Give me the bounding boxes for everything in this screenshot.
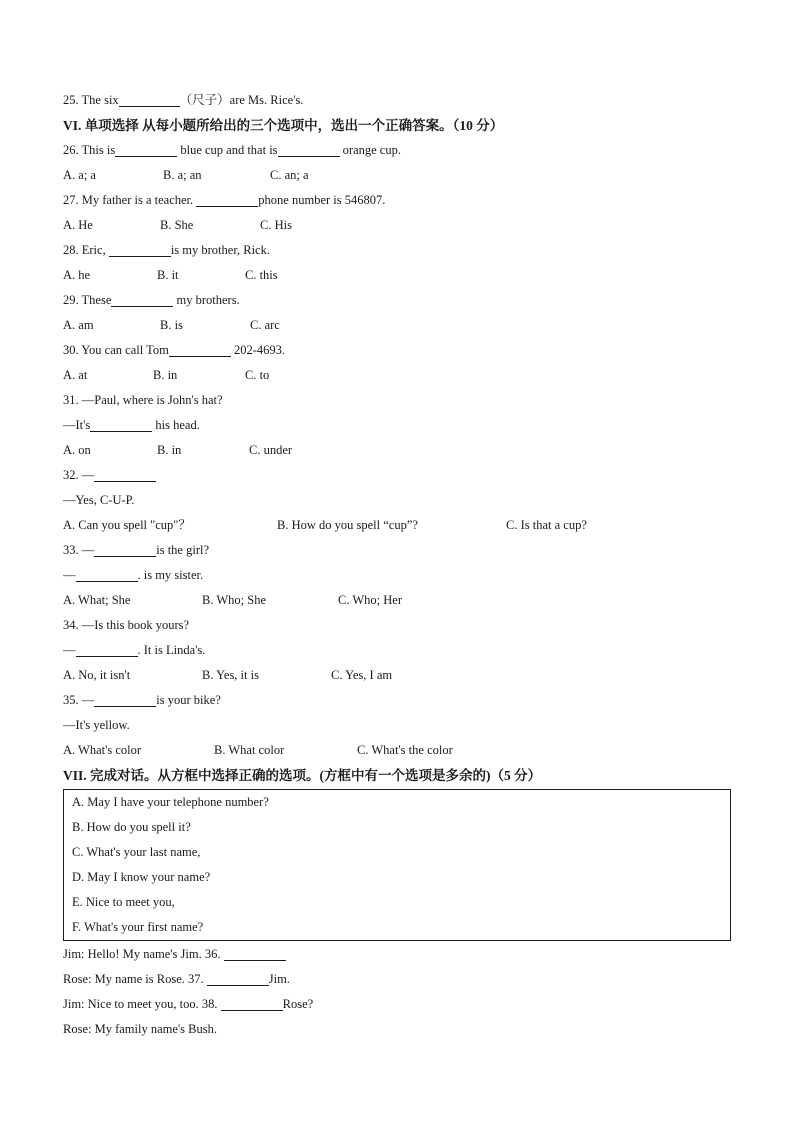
option-a[interactable]: A. Can you spell "cup"？ [63,518,191,532]
option-a[interactable]: A. at [63,368,88,382]
question-27 [63,188,733,213]
question-text: 25. The six [63,93,119,107]
box-option-b: B. How do you spell it? [72,820,191,834]
question-text: — [63,643,76,657]
answer-line-34 [63,638,733,663]
answer-blank[interactable] [115,142,177,157]
dialog-text: Jim: Hello! My name's Jim. 36. [63,947,224,961]
options-33 [63,588,733,613]
question-30 [63,338,733,363]
option-a[interactable]: A. am [63,318,94,332]
worksheet-page [63,88,733,1042]
question-31: 31. —Paul, where is John's hat? [63,393,223,407]
box-option-f: F. What's your first name? [72,920,204,934]
option-b[interactable]: B. in [157,443,182,457]
option-b[interactable]: B. Yes, it is [202,668,259,682]
question-text: my brothers. [173,293,240,307]
option-a[interactable]: A. What's color [63,743,142,757]
answer-blank[interactable] [119,92,180,107]
question-26 [63,138,733,163]
section-vi-title: VI. 单项选择 从每小题所给出的三个选项中，选出一个正确答案。（10 分） [63,118,504,133]
question-text: orange cup. [339,143,401,157]
question-text: is the girl? [156,543,210,557]
option-b[interactable]: B. She [160,218,194,232]
answer-blank[interactable] [221,996,283,1011]
dialog-line-last: Rose: My family name's Bush. [63,1022,217,1036]
question-35 [63,688,733,713]
option-b[interactable]: B. Who; She [202,593,267,607]
question-29 [63,288,733,313]
box-option-e: E. Nice to meet you, [72,895,175,909]
question-text: phone number is 546807. [258,193,386,207]
question-25 [63,88,733,113]
answer-line-33 [63,563,733,588]
option-a[interactable]: A. on [63,443,91,457]
question-text: 27. My father is a teacher. [63,193,197,207]
option-b[interactable]: B. is [160,318,183,332]
question-text: 32. — [63,468,95,482]
option-c[interactable]: C. this [245,268,278,282]
answer-blank[interactable] [111,292,173,307]
answer-blank[interactable] [109,242,171,257]
question-text: —It's [63,418,91,432]
option-a[interactable]: A. No, it isn't [63,668,131,682]
box-option-a: A. May I have your telephone number? [72,795,269,809]
section-vii-title: VII. 完成对话。从方框中选择正确的选项。(方框中有一个选项是多余的)（5 分） [63,768,542,783]
option-a[interactable]: A. a; a [63,168,96,182]
options-26 [63,163,733,188]
answer-line-35: —It's yellow. [63,718,130,732]
question-text: 33. — [63,543,95,557]
dialog-text: Rose? [282,997,314,1011]
options-28 [63,263,733,288]
question-text: 202-4693. [230,343,286,357]
answer-blank[interactable] [224,946,286,961]
options-30 [63,363,733,388]
answer-blank[interactable] [94,692,156,707]
question-text: — [63,568,76,582]
question-33 [63,538,733,563]
option-c[interactable]: C. What's the color [357,743,453,757]
options-34 [63,663,733,688]
question-text: . It is Linda's. [137,643,206,657]
answer-blank[interactable] [169,342,231,357]
question-text: his head. [152,418,200,432]
question-text: is your bike? [156,693,221,707]
question-28 [63,238,733,263]
answer-line-31 [63,413,733,438]
question-text: 35. — [63,693,95,707]
dialog-text: Rose: My name is Rose. 37. [63,972,207,986]
box-option-d: D. May I know your name? [72,870,211,884]
option-c[interactable]: C. Yes, I am [331,668,393,682]
question-text: is my brother, Rick. [170,243,270,257]
option-c[interactable]: C. Who; Her [338,593,402,607]
question-text: （尺子）are Ms. Rice's. [179,93,304,107]
question-34: 34. —Is this book yours? [63,618,190,632]
answer-blank[interactable] [76,567,138,582]
answer-blank[interactable] [94,542,156,557]
question-text: 26. This is [63,143,116,157]
question-text: 29. These [63,293,112,307]
option-c[interactable]: C. His [260,218,292,232]
option-a[interactable]: A. he [63,268,91,282]
question-text: 30. You can call Tom [63,343,169,357]
dialog-line-37 [63,967,733,992]
option-c[interactable]: C. under [249,443,293,457]
answer-blank[interactable] [196,192,258,207]
question-32 [63,463,733,488]
question-text: blue cup and that is [177,143,278,157]
options-27 [63,213,733,238]
options-box [63,789,731,941]
options-31 [63,438,733,463]
answer-line-32: —Yes, C-U-P. [63,493,135,507]
option-b[interactable]: B. it [157,268,179,282]
option-b[interactable]: B. in [153,368,178,382]
option-b[interactable]: B. a; an [163,168,202,182]
dialog-line-38 [63,992,733,1017]
option-c[interactable]: C. arc [250,318,280,332]
option-b[interactable]: B. What color [214,743,285,757]
option-a[interactable]: A. What; She [63,593,131,607]
question-text: . is my sister. [137,568,204,582]
answer-blank[interactable] [207,971,269,986]
options-29 [63,313,733,338]
option-b[interactable]: B. How do you spell “cup”? [277,518,418,532]
option-c[interactable]: C. Is that a cup? [506,518,587,532]
box-option-c: C. What's your last name, [72,845,201,859]
answer-blank[interactable] [76,642,138,657]
dialog-text: Jim: Nice to meet you, too. 38. [63,997,221,1011]
dialog-line-36 [63,942,733,967]
options-35 [63,738,733,763]
answer-blank[interactable] [94,467,156,482]
option-c[interactable]: C. an; a [270,168,309,182]
dialog-text: Jim. [268,972,290,986]
option-a[interactable]: A. He [63,218,93,232]
answer-blank[interactable] [90,417,152,432]
option-c[interactable]: C. to [245,368,270,382]
question-text: 28. Eric, [63,243,109,257]
answer-blank[interactable] [278,142,340,157]
options-32 [63,513,733,538]
